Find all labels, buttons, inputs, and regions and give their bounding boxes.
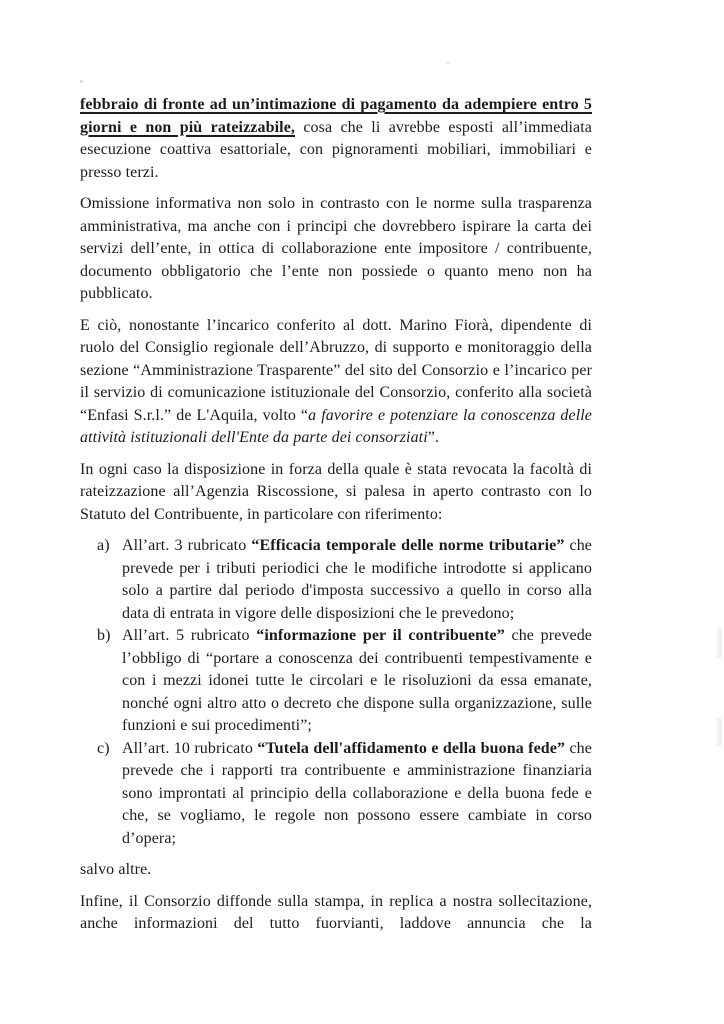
text-run-bold-title: “informazione per il contribuente” bbox=[256, 627, 505, 644]
paragraph-omissione bbox=[80, 193, 592, 306]
text-run: All’art. 10 rubricato bbox=[122, 739, 258, 757]
list-item-b bbox=[80, 625, 592, 738]
list-marker-c: c) bbox=[97, 739, 110, 757]
text-run: salvo altre. bbox=[80, 861, 152, 878]
text-run-bold-underlined: febbraio di fronte ad un’intimazione di pagamento da adempiere entro 5 giorni e non più rateizzabile, bbox=[80, 96, 592, 136]
text-run-bold-title: “Efficacia temporale delle norme tributarie” bbox=[251, 537, 565, 554]
scan-speck bbox=[80, 80, 83, 83]
list-item-c bbox=[80, 738, 592, 851]
text-run: E ciò, nonostante l’incarico conferito al dott. Marino Fiorà, dipendente di ruolo del Consiglio regionale dell’Abruzzo, di supporto e monitoraggio della sezione “Amministrazione Trasparente” del sito del Consorzio e l’incarico per il servizio di comunicazione istituzionale del Consorzio, conferito alla società “Enfasi S.r.l.” de L'Aquila, volto “ bbox=[80, 316, 592, 424]
scan-edge-artifact bbox=[717, 718, 722, 746]
paragraph-incarico bbox=[80, 315, 592, 450]
scan-edge-artifact bbox=[717, 628, 722, 658]
text-run-italic-quote: a favorire e potenziare la conoscenza delle attività istituzionali dell'Ente da parte dei consorziati bbox=[80, 406, 592, 446]
text-run: In ogni caso la disposizione in forza della quale è stata revocata la facoltà di rateizzazione all’Agenzia Riscossione, si palesa in aperto contrasto con lo Statuto del Contribuente, in particolare con riferimento: bbox=[80, 460, 592, 523]
text-run: ”. bbox=[427, 429, 440, 446]
list-marker-a: a) bbox=[97, 537, 110, 554]
scanned-document-page bbox=[80, 94, 592, 945]
text-run: cosa che li avrebbe esposti all’immediata esecuzione coattiva esattoriale, con pignoramenti mobiliari, immobiliari e presso terzi. bbox=[80, 118, 592, 181]
paragraph-intro bbox=[80, 94, 592, 184]
list-marker-b: b) bbox=[97, 627, 111, 644]
text-run: Infine, il Consorzio diffonde sulla stampa, in replica a nostra sollecitazione, anche informazioni del tutto fuorvianti, laddove annuncia che la bbox=[80, 892, 592, 932]
text-run: Omissione informativa non solo in contrasto con le norme sulla trasparenza amministrativa, ma anche con i principi che dovrebbero ispirare la carta dei servizi dell’ente, in ottica di collaborazione ente impositore / contribuente, documento obbligatorio che l’ente non possiede o quanto meno non ha pubblicato. bbox=[80, 195, 592, 302]
text-run: All’art. 5 rubricato bbox=[122, 627, 257, 644]
text-run-bold-title: “Tutela dell'affidamento e della buona fede” bbox=[257, 739, 566, 757]
paragraph-statuto bbox=[80, 459, 592, 527]
text-run: che prevede che i rapporti tra contribuente e amministrazione finanziaria sono improntati al principio della collaborazione e della buona fede e che, se vogliamo, le regole non possono essere cambiate in corso d’opera; bbox=[122, 739, 592, 847]
scan-speck bbox=[447, 62, 449, 64]
lettered-list bbox=[80, 535, 592, 850]
paragraph-infine bbox=[80, 891, 592, 936]
text-run: All’art. 3 rubricato bbox=[122, 537, 252, 554]
list-item-a bbox=[80, 535, 592, 625]
text-run: che prevede per i tributi periodici che le modifiche introdotte si applicano solo a partire dal periodo d'imposta successivo a quello in corso alla data di entrata in vigore delle disposizioni che le prevedono; bbox=[122, 537, 593, 622]
text-run: che prevede l’obbligo di “portare a conoscenza dei contribuenti tempestivamente e con i mezzi idonei tutte le circolari e le risoluzioni da essa emanate, nonché ogni altro atto o decreto che dispone sulla organizzazione, sulle funzioni e sui procedimenti”; bbox=[122, 627, 592, 734]
paragraph-salvo-altre bbox=[80, 859, 592, 882]
